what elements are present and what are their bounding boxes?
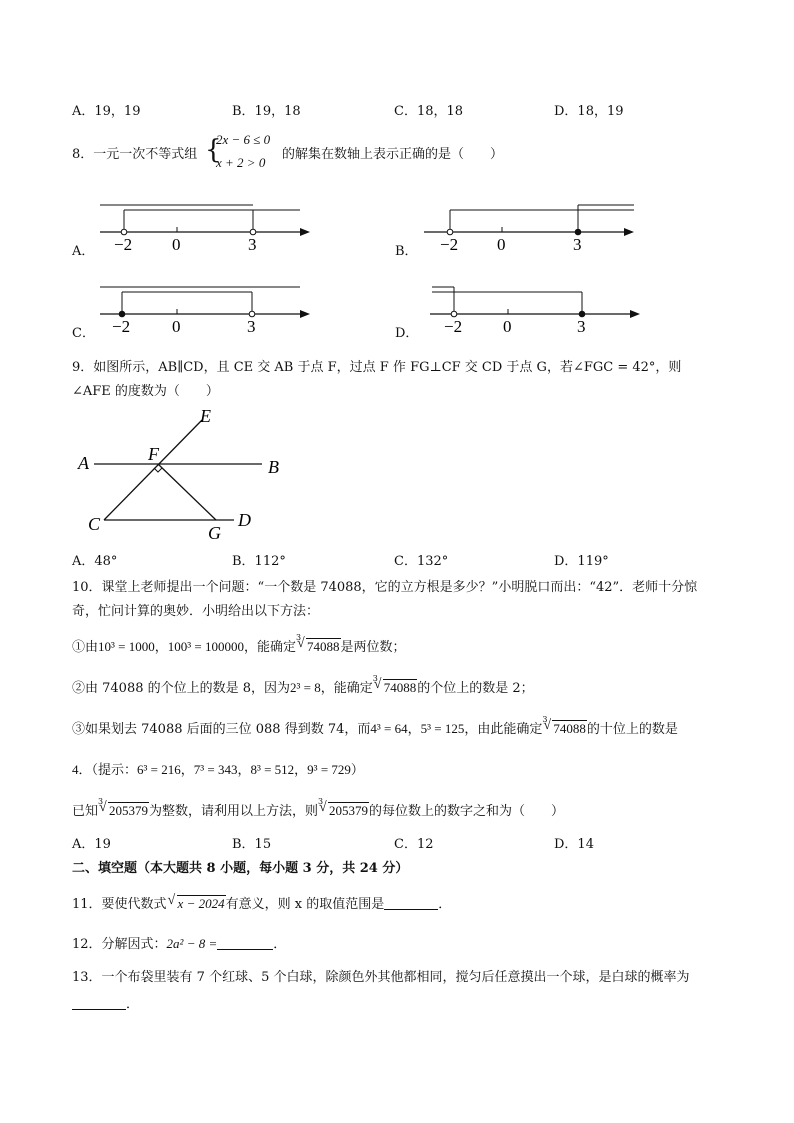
q9-question-line2: ∠AFE 的度数为（ ）: [72, 384, 219, 399]
cube-root-74088: 3 √ 74088: [373, 679, 418, 696]
q10-hint: 4．（提示：6³ = 216，7³ = 343，8³ = 512，9³ = 729）: [72, 762, 364, 777]
q7-option-c[interactable]: C．18，18: [394, 104, 464, 119]
q10-option-d[interactable]: D．14: [554, 837, 594, 852]
q7-option-d[interactable]: D．18，19: [554, 104, 624, 119]
q12-question: 12．分解因式：2a² − 8 = ．: [72, 936, 287, 952]
q8-suffix: 的解集在数轴上表示正确的是（ ）: [282, 147, 504, 162]
tick-neg2: −2: [444, 317, 463, 336]
q9-option-b[interactable]: B．112°: [232, 554, 286, 569]
q9-option-d[interactable]: D．119°: [554, 554, 609, 569]
q11-question: 11．要使代数式√ x − 2024有意义，则 x 的取值范围是 ．: [72, 893, 451, 912]
section-2-heading: 二、填空题（本大题共 8 小题，每小题 3 分，共 24 分）: [72, 861, 409, 876]
q8-inequality-1: 2x − 6 ≤ 0: [216, 132, 271, 147]
q8-brace: {: [205, 135, 222, 165]
q13-question-line1: 13．一个布袋里装有 7 个红球、5 个白球，除颜色外其他都相同，搅匀后任意摸出一个球，是白球的概率为: [72, 970, 690, 985]
q11-answer-blank[interactable]: [384, 897, 438, 910]
tick-3: 3: [248, 235, 257, 254]
tick-0: 0: [172, 235, 181, 254]
q8-prefix: 8．一元一次不等式组: [72, 147, 198, 162]
q13-answer-line: ．: [72, 993, 139, 1012]
label-g: G: [208, 523, 221, 543]
label-d: D: [238, 510, 251, 530]
q10-step1: ①由10³ = 1000，100³ = 100000，能确定 3 √ 74088是两位数；: [72, 636, 406, 655]
label-b: B: [268, 457, 279, 477]
q8-option-c-label[interactable]: C．: [72, 326, 95, 341]
q9-option-a[interactable]: A．48°: [72, 554, 118, 569]
q8-option-a-label[interactable]: A．: [72, 244, 95, 259]
q13-answer-blank[interactable]: [72, 997, 126, 1010]
q12-answer-blank[interactable]: [217, 937, 273, 950]
tick-3: 3: [577, 317, 586, 336]
q10-question-line2: 奇，忙问计算的奥妙．小明给出以下方法：: [72, 604, 320, 619]
tick-0: 0: [503, 317, 512, 336]
q7-option-b[interactable]: B．19，18: [232, 104, 301, 119]
q9-option-c[interactable]: C．132°: [394, 554, 449, 569]
cube-root-205379: 3 √ 205379: [318, 802, 369, 819]
q9-geometry-figure: [74, 402, 294, 547]
q10-option-a[interactable]: A．19: [72, 837, 111, 852]
cube-root-74088: 3 √ 74088: [542, 720, 587, 737]
label-a: A: [78, 453, 89, 473]
q10-option-b[interactable]: B．15: [232, 837, 272, 852]
q10-question-final: 已知 3 √ 205379为整数，请利用以上方法，则 3 √ 205379的每位数上的数字之和为（ ）: [72, 800, 564, 819]
q10-step2: ②由 74088 的个位上的数是 8，因为2³ = 8，能确定 3 √ 74088的个位上的数是 2；: [72, 677, 534, 696]
label-c: C: [88, 514, 101, 534]
q8-option-b-label[interactable]: B．: [395, 244, 418, 259]
square-root-expression: √ x − 2024: [167, 895, 226, 912]
q10-option-c[interactable]: C．12: [394, 837, 434, 852]
tick-neg2: −2: [112, 317, 131, 336]
q9-question-line1: 9．如图所示，AB∥CD，且 CE 交 AB 于点 F，过点 F 作 FG⊥CF 交 CD 于点 G，若∠FGC = 42°，则: [72, 360, 682, 375]
cube-root-205379: 3 √ 205379: [98, 802, 149, 819]
tick-3: 3: [247, 317, 256, 336]
q8-numberline-a[interactable]: [100, 198, 315, 258]
q10-question-line1: 10．课堂上老师提出一个问题：“一个数是 74088，它的立方根是多少？”小明脱口而出：“42”．老师十分惊: [72, 580, 698, 595]
q8-numberline-b[interactable]: [424, 198, 639, 258]
tick-3: 3: [573, 235, 582, 254]
q8-option-d-label[interactable]: D．: [395, 326, 419, 341]
tick-0: 0: [172, 317, 181, 336]
q8-numberline-d[interactable]: [430, 280, 645, 340]
label-f: F: [148, 444, 159, 464]
q8-inequality-2: x + 2 > 0: [216, 155, 266, 170]
q10-step3: ③如果划去 74088 后面的三位 088 得到数 74，而4³ = 64，5³ = 125，由此能确定 3 √ 74088的十位上的数是: [72, 718, 678, 737]
tick-neg2: −2: [440, 235, 459, 254]
q8-numberline-c[interactable]: [100, 280, 315, 340]
q7-option-a[interactable]: A．19，19: [72, 104, 141, 119]
tick-0: 0: [497, 235, 506, 254]
cube-root-74088: 3 √ 74088: [296, 638, 341, 655]
label-e: E: [200, 406, 211, 426]
tick-neg2: −2: [114, 235, 133, 254]
